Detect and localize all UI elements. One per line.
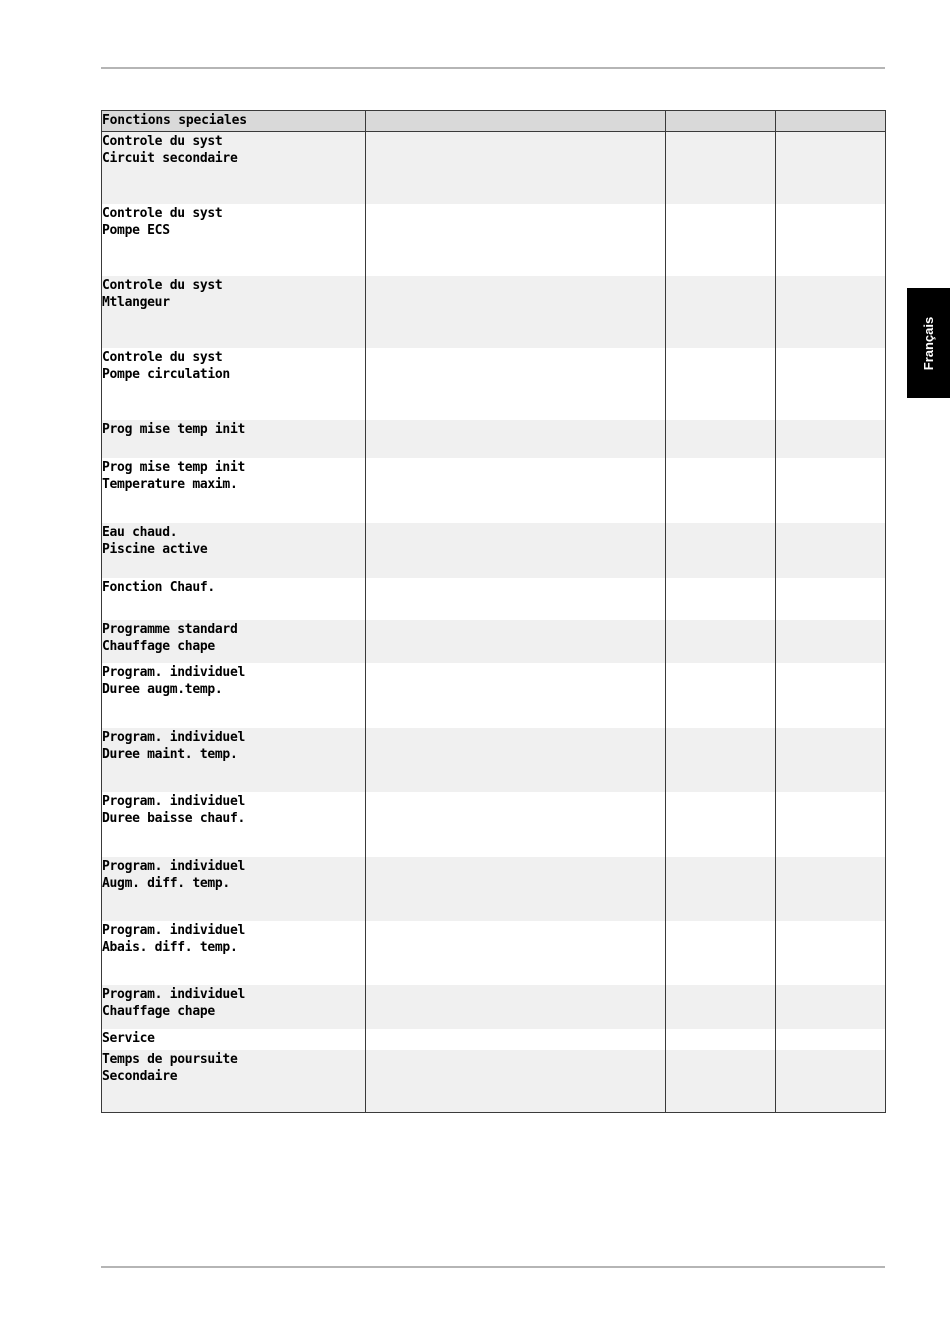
function-line: Program. individuel xyxy=(102,729,246,745)
function-cell xyxy=(102,857,366,921)
table-row xyxy=(102,1029,886,1050)
function-line: Program. individuel xyxy=(102,664,246,680)
empty-cell xyxy=(366,1029,666,1050)
empty-cell xyxy=(666,985,776,1029)
top-rule xyxy=(101,67,885,69)
empty-cell xyxy=(666,523,776,578)
function-line: Temps de poursuite xyxy=(102,1051,238,1067)
empty-cell xyxy=(666,620,776,663)
empty-cell xyxy=(776,985,886,1029)
table-row xyxy=(102,857,886,921)
function-line: Service xyxy=(102,1030,155,1046)
function-line: Controle du syst xyxy=(102,349,223,365)
function-cell xyxy=(102,663,366,728)
function-cell xyxy=(102,985,366,1029)
function-cell xyxy=(102,523,366,578)
empty-cell xyxy=(666,420,776,458)
empty-cell xyxy=(666,792,776,857)
empty-cell xyxy=(666,1029,776,1050)
empty-cell xyxy=(666,728,776,792)
empty-cell xyxy=(776,276,886,348)
empty-cell xyxy=(776,792,886,857)
function-line: Circuit secondaire xyxy=(102,151,238,166)
function-cell xyxy=(102,348,366,420)
function-line: Piscine active xyxy=(102,541,208,557)
empty-cell xyxy=(366,620,666,663)
empty-cell xyxy=(776,921,886,985)
language-tab-label: Français xyxy=(921,316,937,370)
function-cell xyxy=(102,1029,366,1050)
function-line: Controle du syst xyxy=(102,134,223,149)
empty-cell xyxy=(366,728,666,792)
empty-cell xyxy=(666,132,776,204)
table-row xyxy=(102,523,886,578)
table-header-row xyxy=(102,111,886,132)
empty-cell xyxy=(366,204,666,276)
language-tab xyxy=(907,288,950,398)
empty-cell xyxy=(666,348,776,420)
table-row xyxy=(102,921,886,985)
function-line: Augm. diff. temp. xyxy=(102,875,230,891)
table-row xyxy=(102,204,886,276)
empty-cell xyxy=(366,985,666,1029)
empty-cell xyxy=(776,204,886,276)
function-cell xyxy=(102,728,366,792)
function-line: Programme standard xyxy=(102,621,238,637)
header-cell-4 xyxy=(776,111,886,132)
empty-cell xyxy=(666,857,776,921)
empty-cell xyxy=(776,420,886,458)
table-row xyxy=(102,620,886,663)
table-row xyxy=(102,348,886,420)
function-line: Chauffage chape xyxy=(102,1003,215,1019)
empty-cell xyxy=(666,458,776,523)
function-cell xyxy=(102,276,366,348)
function-line: Controle du syst xyxy=(102,205,223,221)
function-line: Prog mise temp init xyxy=(102,421,246,437)
table-row xyxy=(102,578,886,620)
function-line: Duree baisse chauf. xyxy=(102,810,246,826)
empty-cell xyxy=(776,523,886,578)
empty-cell xyxy=(366,132,666,204)
empty-cell xyxy=(776,728,886,792)
table-row xyxy=(102,1050,886,1113)
function-cell xyxy=(102,921,366,985)
empty-cell xyxy=(366,921,666,985)
empty-cell xyxy=(776,663,886,728)
empty-cell xyxy=(776,458,886,523)
function-line: Program. individuel xyxy=(102,793,246,809)
function-line: Duree maint. temp. xyxy=(102,746,238,762)
empty-cell xyxy=(776,620,886,663)
function-line: Abais. diff. temp. xyxy=(102,939,238,955)
function-line: Mtlangeur xyxy=(102,294,170,310)
table-row xyxy=(102,663,886,728)
bottom-rule xyxy=(101,1266,885,1268)
empty-cell xyxy=(776,1050,886,1113)
empty-cell xyxy=(366,792,666,857)
empty-cell xyxy=(366,578,666,620)
empty-cell xyxy=(666,276,776,348)
empty-cell xyxy=(366,1050,666,1113)
function-line: Duree augm.temp. xyxy=(102,681,223,697)
function-line: Temperature maxim. xyxy=(102,476,238,492)
function-cell xyxy=(102,792,366,857)
function-line: Eau chaud. xyxy=(102,524,178,540)
function-line: Program. individuel xyxy=(102,986,246,1002)
function-line: Chauffage chape xyxy=(102,638,215,654)
header-cell-function: Fonctions speciales xyxy=(102,111,366,132)
empty-cell xyxy=(776,348,886,420)
table-row xyxy=(102,420,886,458)
function-cell xyxy=(102,204,366,276)
function-cell xyxy=(102,420,366,458)
empty-cell xyxy=(666,663,776,728)
function-cell xyxy=(102,620,366,663)
empty-cell xyxy=(776,578,886,620)
empty-cell xyxy=(666,1050,776,1113)
function-line: Secondaire xyxy=(102,1068,178,1084)
function-line: Prog mise temp init xyxy=(102,459,246,475)
table-row xyxy=(102,792,886,857)
function-line: Program. individuel xyxy=(102,858,246,874)
function-cell xyxy=(102,578,366,620)
function-line: Fonction Chauf. xyxy=(102,579,215,595)
function-cell xyxy=(102,458,366,523)
table-row xyxy=(102,728,886,792)
empty-cell xyxy=(666,578,776,620)
empty-cell xyxy=(366,663,666,728)
function-cell xyxy=(102,132,366,204)
empty-cell xyxy=(366,523,666,578)
empty-cell xyxy=(366,857,666,921)
empty-cell xyxy=(776,1029,886,1050)
header-cell-3 xyxy=(666,111,776,132)
empty-cell xyxy=(666,921,776,985)
function-line: Controle du syst xyxy=(102,277,223,293)
function-line: Program. individuel xyxy=(102,922,246,938)
empty-cell xyxy=(666,204,776,276)
table-row xyxy=(102,132,886,204)
table-row xyxy=(102,985,886,1029)
empty-cell xyxy=(366,348,666,420)
empty-cell xyxy=(366,276,666,348)
function-line: Pompe ECS xyxy=(102,222,170,238)
special-functions-table xyxy=(101,110,886,1113)
empty-cell xyxy=(366,458,666,523)
function-line: Pompe circulation xyxy=(102,366,230,382)
empty-cell xyxy=(366,420,666,458)
header-cell-2 xyxy=(366,111,666,132)
empty-cell xyxy=(776,857,886,921)
table-row xyxy=(102,458,886,523)
table-row xyxy=(102,276,886,348)
function-cell xyxy=(102,1050,366,1113)
empty-cell xyxy=(776,132,886,204)
